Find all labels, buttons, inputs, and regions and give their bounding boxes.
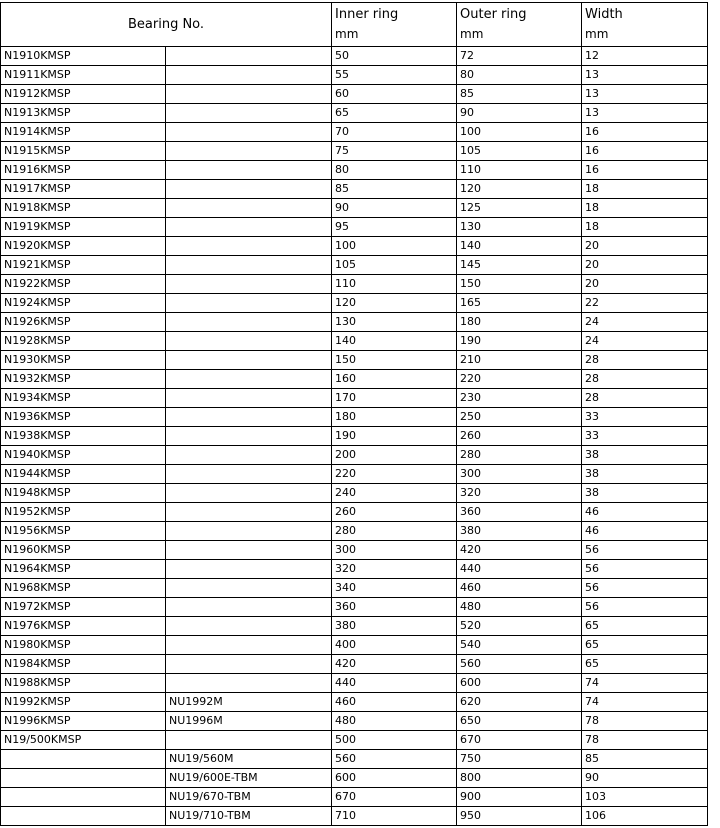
header-inner-ring-unit: mm (335, 27, 359, 41)
table-row (1, 731, 708, 750)
alt-bearing-no-cell (166, 104, 332, 123)
outer-ring-cell: 300 (457, 465, 582, 484)
alt-bearing-no-cell (166, 47, 332, 66)
bearing-no-cell: N1940KMSP (1, 446, 166, 465)
table-row (1, 66, 708, 85)
table-row (1, 85, 708, 104)
table-row (1, 579, 708, 598)
inner-ring-cell: 360 (332, 598, 457, 617)
inner-ring-cell: 150 (332, 351, 457, 370)
alt-bearing-no-cell (166, 123, 332, 142)
header-width-unit: mm (585, 27, 609, 41)
width-cell: 74 (582, 674, 708, 693)
bearing-no-cell: N1984KMSP (1, 655, 166, 674)
outer-ring-cell: 130 (457, 218, 582, 237)
width-cell: 18 (582, 180, 708, 199)
inner-ring-cell: 180 (332, 408, 457, 427)
width-cell: 16 (582, 142, 708, 161)
bearing-no-cell: N1934KMSP (1, 389, 166, 408)
alt-bearing-no-cell (166, 256, 332, 275)
alt-bearing-no-cell (166, 237, 332, 256)
outer-ring-cell: 210 (457, 351, 582, 370)
bearing-no-cell: N1992KMSP (1, 693, 166, 712)
inner-ring-cell: 200 (332, 446, 457, 465)
alt-bearing-no-cell (166, 389, 332, 408)
bearing-no-cell: N1976KMSP (1, 617, 166, 636)
outer-ring-cell: 105 (457, 142, 582, 161)
table-row (1, 180, 708, 199)
inner-ring-cell: 80 (332, 161, 457, 180)
width-cell: 20 (582, 275, 708, 294)
inner-ring-cell: 280 (332, 522, 457, 541)
table-row (1, 788, 708, 807)
outer-ring-cell: 180 (457, 313, 582, 332)
width-cell: 78 (582, 731, 708, 750)
bearing-no-cell: N1932KMSP (1, 370, 166, 389)
outer-ring-cell: 320 (457, 484, 582, 503)
outer-ring-cell: 230 (457, 389, 582, 408)
alt-bearing-no-cell (166, 142, 332, 161)
bearing-table (0, 2, 708, 826)
table-row (1, 123, 708, 142)
table-row (1, 446, 708, 465)
outer-ring-cell: 145 (457, 256, 582, 275)
alt-bearing-no-cell (166, 294, 332, 313)
bearing-no-cell: N1920KMSP (1, 237, 166, 256)
alt-bearing-no-cell (166, 446, 332, 465)
bearing-no-cell (1, 769, 166, 788)
alt-bearing-no-cell (166, 199, 332, 218)
outer-ring-cell: 900 (457, 788, 582, 807)
bearing-no-cell: N1915KMSP (1, 142, 166, 161)
bearing-no-cell: N1914KMSP (1, 123, 166, 142)
table-row (1, 275, 708, 294)
bearing-no-cell: N1916KMSP (1, 161, 166, 180)
inner-ring-cell: 600 (332, 769, 457, 788)
width-cell: 13 (582, 104, 708, 123)
inner-ring-cell: 130 (332, 313, 457, 332)
inner-ring-cell: 190 (332, 427, 457, 446)
table-row (1, 674, 708, 693)
outer-ring-cell: 190 (457, 332, 582, 351)
table-row (1, 750, 708, 769)
bearing-no-cell (1, 788, 166, 807)
outer-ring-cell: 120 (457, 180, 582, 199)
inner-ring-cell: 240 (332, 484, 457, 503)
outer-ring-cell: 460 (457, 579, 582, 598)
header-width (582, 3, 708, 47)
outer-ring-cell: 72 (457, 47, 582, 66)
inner-ring-cell: 480 (332, 712, 457, 731)
header-inner-ring-label: Inner ring (335, 7, 399, 22)
bearing-no-cell: N1922KMSP (1, 275, 166, 294)
inner-ring-cell: 260 (332, 503, 457, 522)
outer-ring-cell: 540 (457, 636, 582, 655)
bearing-no-cell: N1948KMSP (1, 484, 166, 503)
outer-ring-cell: 520 (457, 617, 582, 636)
bearing-no-cell: N1911KMSP (1, 66, 166, 85)
width-cell: 65 (582, 617, 708, 636)
bearing-no-cell: N1928KMSP (1, 332, 166, 351)
inner-ring-cell: 140 (332, 332, 457, 351)
width-cell: 18 (582, 218, 708, 237)
outer-ring-cell: 220 (457, 370, 582, 389)
width-cell: 38 (582, 465, 708, 484)
table-row (1, 237, 708, 256)
table-row (1, 142, 708, 161)
alt-bearing-no-cell (166, 503, 332, 522)
width-cell: 13 (582, 66, 708, 85)
width-cell: 33 (582, 408, 708, 427)
inner-ring-cell: 220 (332, 465, 457, 484)
inner-ring-cell: 300 (332, 541, 457, 560)
inner-ring-cell: 70 (332, 123, 457, 142)
alt-bearing-no-cell (166, 522, 332, 541)
alt-bearing-no-cell (166, 636, 332, 655)
bearing-no-cell: N1921KMSP (1, 256, 166, 275)
width-cell: 24 (582, 332, 708, 351)
outer-ring-cell: 750 (457, 750, 582, 769)
width-cell: 56 (582, 560, 708, 579)
outer-ring-cell: 950 (457, 807, 582, 826)
outer-ring-cell: 260 (457, 427, 582, 446)
alt-bearing-no-cell (166, 85, 332, 104)
width-cell: 90 (582, 769, 708, 788)
table-row (1, 712, 708, 731)
width-cell: 78 (582, 712, 708, 731)
inner-ring-cell: 105 (332, 256, 457, 275)
alt-bearing-no-cell (166, 351, 332, 370)
width-cell: 28 (582, 389, 708, 408)
alt-bearing-no-cell (166, 275, 332, 294)
alt-bearing-no-cell: NU1996M (166, 712, 332, 731)
bearing-no-cell: N19/500KMSP (1, 731, 166, 750)
inner-ring-cell: 85 (332, 180, 457, 199)
table-row (1, 769, 708, 788)
inner-ring-cell: 55 (332, 66, 457, 85)
alt-bearing-no-cell (166, 731, 332, 750)
bearing-no-cell: N1938KMSP (1, 427, 166, 446)
alt-bearing-no-cell (166, 617, 332, 636)
alt-bearing-no-cell (166, 655, 332, 674)
inner-ring-cell: 100 (332, 237, 457, 256)
table-row (1, 693, 708, 712)
width-cell: 22 (582, 294, 708, 313)
inner-ring-cell: 170 (332, 389, 457, 408)
alt-bearing-no-cell (166, 484, 332, 503)
alt-bearing-no-cell: NU1992M (166, 693, 332, 712)
alt-bearing-no-cell (166, 370, 332, 389)
header-bearing-no: Bearing No. (1, 3, 332, 47)
header-row (1, 3, 708, 47)
table-row (1, 522, 708, 541)
table-body (1, 47, 708, 826)
outer-ring-cell: 560 (457, 655, 582, 674)
table-row (1, 617, 708, 636)
bearing-no-cell: N1910KMSP (1, 47, 166, 66)
outer-ring-cell: 360 (457, 503, 582, 522)
inner-ring-cell: 320 (332, 560, 457, 579)
bearing-no-cell: N1956KMSP (1, 522, 166, 541)
bearing-no-cell: N1930KMSP (1, 351, 166, 370)
outer-ring-cell: 250 (457, 408, 582, 427)
alt-bearing-no-cell (166, 313, 332, 332)
table-row (1, 427, 708, 446)
table-row (1, 199, 708, 218)
outer-ring-cell: 90 (457, 104, 582, 123)
table-row (1, 218, 708, 237)
header-outer-ring-unit: mm (460, 27, 484, 41)
width-cell: 85 (582, 750, 708, 769)
width-cell: 103 (582, 788, 708, 807)
inner-ring-cell: 160 (332, 370, 457, 389)
inner-ring-cell: 400 (332, 636, 457, 655)
width-cell: 56 (582, 598, 708, 617)
bearing-no-cell: N1964KMSP (1, 560, 166, 579)
width-cell: 16 (582, 161, 708, 180)
alt-bearing-no-cell: NU19/710-TBM (166, 807, 332, 826)
bearing-no-cell (1, 750, 166, 769)
inner-ring-cell: 75 (332, 142, 457, 161)
alt-bearing-no-cell (166, 560, 332, 579)
header-outer-ring (457, 3, 582, 47)
outer-ring-cell: 80 (457, 66, 582, 85)
width-cell: 38 (582, 446, 708, 465)
inner-ring-cell: 560 (332, 750, 457, 769)
inner-ring-cell: 380 (332, 617, 457, 636)
outer-ring-cell: 380 (457, 522, 582, 541)
table-row (1, 465, 708, 484)
alt-bearing-no-cell (166, 218, 332, 237)
width-cell: 20 (582, 237, 708, 256)
bearing-no-cell: N1980KMSP (1, 636, 166, 655)
inner-ring-cell: 670 (332, 788, 457, 807)
alt-bearing-no-cell: NU19/560M (166, 750, 332, 769)
width-cell: 38 (582, 484, 708, 503)
width-cell: 46 (582, 522, 708, 541)
outer-ring-cell: 480 (457, 598, 582, 617)
inner-ring-cell: 340 (332, 579, 457, 598)
width-cell: 28 (582, 351, 708, 370)
bearing-no-cell: N1919KMSP (1, 218, 166, 237)
alt-bearing-no-cell (166, 161, 332, 180)
table-row (1, 294, 708, 313)
table-row (1, 598, 708, 617)
inner-ring-cell: 110 (332, 275, 457, 294)
bearing-no-cell: N1996KMSP (1, 712, 166, 731)
inner-ring-cell: 420 (332, 655, 457, 674)
alt-bearing-no-cell (166, 541, 332, 560)
bearing-no-cell: N1968KMSP (1, 579, 166, 598)
inner-ring-cell: 65 (332, 104, 457, 123)
table-row (1, 541, 708, 560)
outer-ring-cell: 800 (457, 769, 582, 788)
outer-ring-cell: 600 (457, 674, 582, 693)
width-cell: 28 (582, 370, 708, 389)
alt-bearing-no-cell (166, 408, 332, 427)
bearing-no-cell: N1936KMSP (1, 408, 166, 427)
outer-ring-cell: 140 (457, 237, 582, 256)
width-cell: 46 (582, 503, 708, 522)
alt-bearing-no-cell: NU19/600E-TBM (166, 769, 332, 788)
inner-ring-cell: 440 (332, 674, 457, 693)
outer-ring-cell: 280 (457, 446, 582, 465)
table-row (1, 655, 708, 674)
alt-bearing-no-cell (166, 674, 332, 693)
bearing-no-cell: N1988KMSP (1, 674, 166, 693)
table-row (1, 332, 708, 351)
bearing-no-cell: N1913KMSP (1, 104, 166, 123)
header-width-label: Width (585, 7, 623, 22)
bearing-no-cell: N1952KMSP (1, 503, 166, 522)
table-row (1, 370, 708, 389)
outer-ring-cell: 150 (457, 275, 582, 294)
table-row (1, 313, 708, 332)
alt-bearing-no-cell (166, 427, 332, 446)
table-row (1, 484, 708, 503)
inner-ring-cell: 60 (332, 85, 457, 104)
outer-ring-cell: 85 (457, 85, 582, 104)
bearing-no-cell: N1924KMSP (1, 294, 166, 313)
table-row (1, 503, 708, 522)
outer-ring-cell: 100 (457, 123, 582, 142)
table-row (1, 636, 708, 655)
alt-bearing-no-cell (166, 579, 332, 598)
outer-ring-cell: 650 (457, 712, 582, 731)
bearing-no-cell: N1926KMSP (1, 313, 166, 332)
alt-bearing-no-cell (166, 598, 332, 617)
width-cell: 106 (582, 807, 708, 826)
table-row (1, 256, 708, 275)
table-row (1, 560, 708, 579)
bearing-no-cell: N1944KMSP (1, 465, 166, 484)
inner-ring-cell: 120 (332, 294, 457, 313)
inner-ring-cell: 50 (332, 47, 457, 66)
outer-ring-cell: 125 (457, 199, 582, 218)
outer-ring-cell: 110 (457, 161, 582, 180)
width-cell: 56 (582, 541, 708, 560)
outer-ring-cell: 670 (457, 731, 582, 750)
bearing-no-cell: N1972KMSP (1, 598, 166, 617)
width-cell: 16 (582, 123, 708, 142)
width-cell: 20 (582, 256, 708, 275)
alt-bearing-no-cell (166, 332, 332, 351)
width-cell: 24 (582, 313, 708, 332)
width-cell: 33 (582, 427, 708, 446)
outer-ring-cell: 620 (457, 693, 582, 712)
bearing-no-cell: N1912KMSP (1, 85, 166, 104)
outer-ring-cell: 420 (457, 541, 582, 560)
table-row (1, 389, 708, 408)
header-outer-ring-label: Outer ring (460, 7, 527, 22)
width-cell: 12 (582, 47, 708, 66)
width-cell: 56 (582, 579, 708, 598)
alt-bearing-no-cell (166, 66, 332, 85)
inner-ring-cell: 460 (332, 693, 457, 712)
bearing-no-cell (1, 807, 166, 826)
header-inner-ring (332, 3, 457, 47)
width-cell: 13 (582, 85, 708, 104)
inner-ring-cell: 710 (332, 807, 457, 826)
table-row (1, 807, 708, 826)
outer-ring-cell: 440 (457, 560, 582, 579)
table-row (1, 408, 708, 427)
alt-bearing-no-cell: NU19/670-TBM (166, 788, 332, 807)
alt-bearing-no-cell (166, 465, 332, 484)
width-cell: 18 (582, 199, 708, 218)
width-cell: 65 (582, 636, 708, 655)
width-cell: 74 (582, 693, 708, 712)
bearing-no-cell: N1960KMSP (1, 541, 166, 560)
inner-ring-cell: 95 (332, 218, 457, 237)
table-row (1, 351, 708, 370)
bearing-no-cell: N1917KMSP (1, 180, 166, 199)
table-row (1, 161, 708, 180)
inner-ring-cell: 500 (332, 731, 457, 750)
outer-ring-cell: 165 (457, 294, 582, 313)
bearing-no-cell: N1918KMSP (1, 199, 166, 218)
width-cell: 65 (582, 655, 708, 674)
table-row (1, 104, 708, 123)
alt-bearing-no-cell (166, 180, 332, 199)
table-row (1, 47, 708, 66)
inner-ring-cell: 90 (332, 199, 457, 218)
